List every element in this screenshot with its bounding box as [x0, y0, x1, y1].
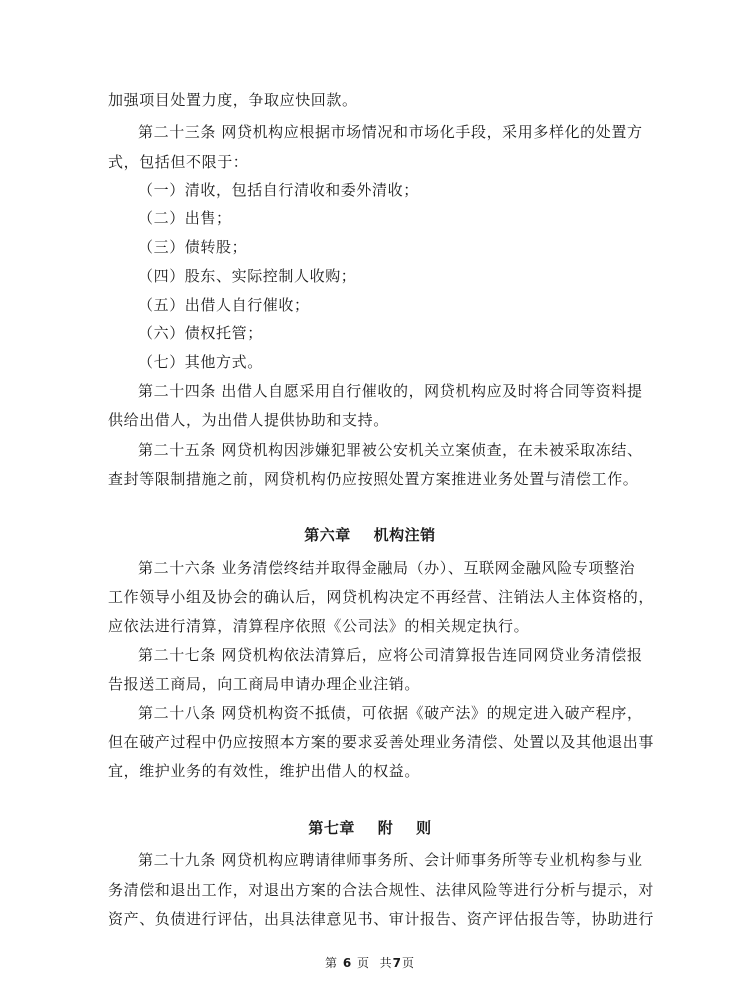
article-24-line-2: 供给出借人，为出借人提供协助和支持。: [108, 411, 389, 429]
list-item-4: （四）股东、实际控制人收购；: [138, 267, 357, 285]
footer-middle: 页 共: [352, 956, 393, 970]
article-24-line-1: 第二十四条 出借人自愿采用自行催收的，网贷机构应及时将合同等资料提: [138, 382, 643, 400]
article-29-line-2: 务清偿和退出工作，对退出方案的合法合规性、法律风险等进行分析与提示，对: [108, 881, 655, 899]
article-27-line-1: 第二十七条 网贷机构依法清算后，应将公司清算报告连同网贷业务清偿报: [138, 646, 643, 664]
article-27-line-2: 告报送工商局，向工商局申请办理企业注销。: [108, 675, 421, 693]
chapter-6-heading: 第六章 机构注销: [304, 526, 436, 544]
article-28-line-2: 但在破产过程中仍应按照本方案的要求妥善处理业务清偿、处置以及其他退出事: [108, 733, 655, 751]
article-26-line-3: 应依法进行清算，清算程序依照《公司法》的相关规定执行。: [108, 617, 530, 635]
list-item-6: （六）债权托管；: [138, 324, 263, 342]
article-23-line-1: 第二十三条 网贷机构应根据市场情况和市场化手段，采用多样化的处置方: [138, 123, 643, 141]
article-26-line-2: 工作领导小组及协会的确认后，网贷机构决定不再经营、注销法人主体资格的，: [108, 588, 655, 606]
article-28-line-3: 宜，维护业务的有效性，维护出借人的权益。: [108, 762, 421, 780]
list-item-3: （三）债转股；: [138, 238, 248, 256]
footer-prefix: 第: [324, 956, 343, 970]
article-25-line-2: 查封等限制措施之前，网贷机构仍应按照处置方案推进业务处置与清偿工作。: [108, 470, 639, 488]
article-26-line-1: 第二十六条 业务清偿终结并取得金融局（办）、互联网金融风险专项整治: [138, 559, 636, 577]
page-footer: [0, 955, 740, 971]
list-item-7: （七）其他方式。: [138, 353, 263, 371]
footer-suffix: 页: [401, 956, 415, 970]
total-page-number: 7: [392, 956, 402, 970]
current-page-number: 6: [342, 956, 353, 970]
article-28-line-1: 第二十八条 网贷机构资不抵债，可依据《破产法》的规定进入破产程序，: [138, 704, 643, 722]
list-item-5: （五）出借人自行催收；: [138, 296, 310, 314]
list-item-1: （一）清收，包括自行清收和委外清收；: [138, 181, 419, 199]
article-29-line-1: 第二十九条 网贷机构应聘请律师事务所、会计师事务所等专业机构参与业: [138, 851, 643, 869]
article-23-line-2: 式，包括但不限于：: [108, 153, 249, 171]
article-25-line-1: 第二十五条 网贷机构因涉嫌犯罪被公安机关立案侦查，在未被采取冻结、: [138, 441, 643, 459]
paragraph-line: 加强项目处置力度，争取应快回款。: [108, 91, 358, 109]
list-item-2: （二）出售；: [138, 209, 232, 227]
article-29-line-3: 资产、负债进行评估，出具法律意见书、审计报告、资产评估报告等，协助进行: [108, 910, 655, 928]
chapter-7-heading: 第七章 附 则: [308, 819, 432, 837]
